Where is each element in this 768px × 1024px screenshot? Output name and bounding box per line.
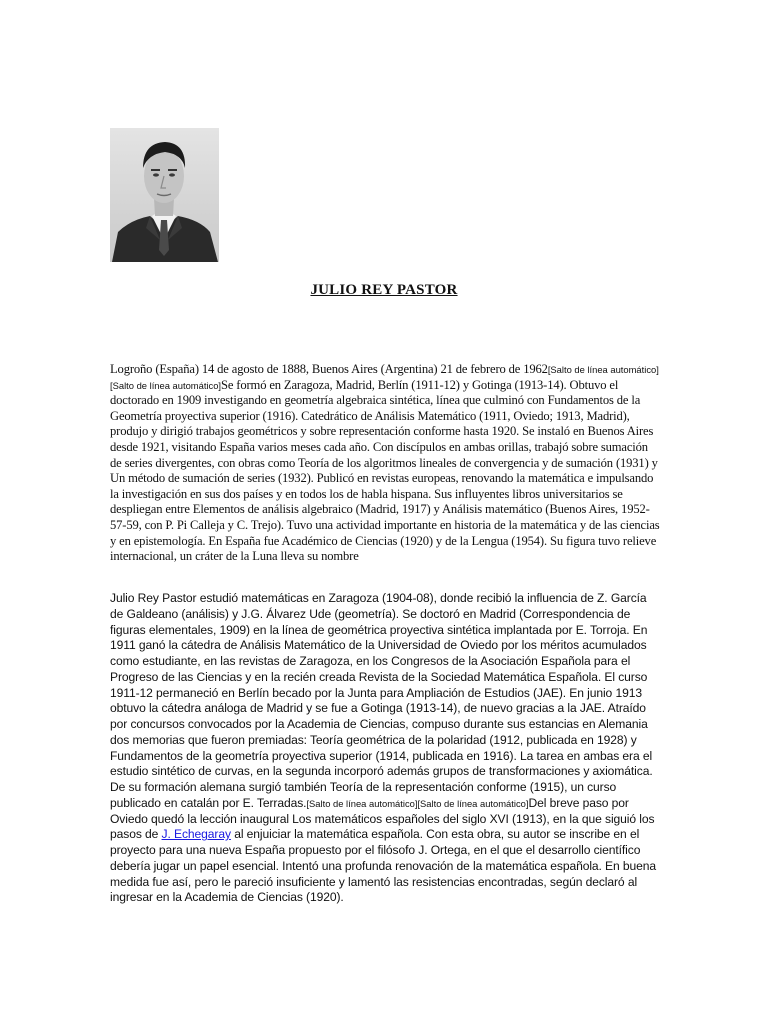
bio-detail-text-c: al enjuiciar la matemática española. Con esta obra, su autor se inscribe en el proyecto para una nueva España propuesto por el filósofo J. Ortega, en el que el desarrollo científico debería jugar un papel esencial. Intentó una profunda renovación de la matemática española. En buena medida fue así, pero le pareció insuficiente y lamentó las resistencias encontradas, según declaró al ingresar en la Academia de Ciencias (1920). (110, 827, 657, 905)
bio-summary-text-b: Se formó en Zaragoza, Madrid, Berlín (1911-12) y Gotinga (1913-14). Obtuvo el doctorado en 1909 investigando en geometría algebraica sintética, línea que culminó con Fundamentos de la Geometría proyectiva superior (1916). Catedrático de Análisis Matemático (1911, Oviedo; 1913, Madrid), produjo y dirigió trabajos geométricos y sobre representación conforme hasta 1920. Se instaló en Buenos Aires desde 1921, visitando España varios meses cada año. Con discípulos en ambas orillas, trabajó sobre sumación de series divergentes, con obras como Teoría de los algoritmos lineales de convergencia y de sumación (1931) y Un método de sumación de series (1932). Publicó en revistas europeas, renovando la matemática e impulsando la investigación en sus dos países y en todos los de habla hispana. Sus influyentes libros universitarios se despliegan entre Elementos de análisis algebraico (Madrid, 1917) y Análisis matemático (Buenos Aires, 1952-57-59, con P. Pi Calleja y C. Trejo). Tuvo una actividad importante en historia de la matemática y de las ciencias y en epistemología. En España fue Académico de Ciencias (1920) y de la Lengua (1954). Su figura tuvo relieve internacional, un cráter de la Luna lleva su nombre (110, 377, 660, 564)
bio-summary-paragraph (110, 362, 662, 565)
echegaray-link[interactable]: J. Echegaray (161, 827, 231, 842)
line-break-note: [Salto de línea automático] (547, 364, 659, 375)
portrait-icon (110, 128, 219, 262)
bio-detail-text-a: Julio Rey Pastor estudió matemáticas en Zaragoza (1904-08), donde recibió la influencia de Z. García de Galdeano (análisis) y J.G. Álvarez Ude (geometría). Se doctoró en Madrid (Correspondencia de figuras elementales, 1909) en la línea de geométrica proyectiva sintética implantada por E. Torroja. En 1911 ganó la cátedra de Análisis Matemático de la Universidad de Oviedo por los méritos acumulados como estudiante, en las revistas de Zaragoza, en los Congresos de la Asociación Española para el Progreso de las Ciencias y en la recién creada Revista de la Sociedad Matemática Española. El curso 1911-12 permaneció en Berlín becado por la Junta para Ampliación de Estudios (JAE). En junio 1913 obtuvo la cátedra análoga de Madrid y se fue a Gotinga (1913-14), de nuevo gracias a la JAE. Atraído por concursos convocados por la Academia de Ciencias, compuso durante sus estancias en Alemania dos memorias que fueron premiadas: Teoría geométrica de la polaridad (1912, publicada en 1928) y Fundamentos de la geometría proyectiva superior (1914, publicada en 1916). La tarea en ambas era el estudio sintético de curvas, en la segunda incorporó además grupos de transformaciones y axiomática. De su formación alemana surgió también Teoría de la representación conforme (1915), un curso publicado en catalán por E. Terradas. (110, 591, 653, 810)
line-break-note: [Salto de línea automático] (417, 797, 529, 809)
bio-detail-paragraph (110, 591, 662, 906)
line-break-note: [Salto de línea automático] (110, 379, 222, 391)
portrait-photo (110, 128, 219, 262)
page-title: JULIO REY PASTOR (310, 282, 458, 298)
bio-summary-text-a: Logroño (España) 14 de agosto de 1888, Buenos Aires (Argentina) 21 de febrero de 1962 (110, 362, 548, 376)
line-break-note: [Salto de línea automático] (306, 797, 418, 809)
bio-detail-text-b: Del breve paso por Oviedo quedó la lección inaugural Los matemáticos españoles del siglo XVI (1913), en la que siguió los pasos de (110, 795, 655, 842)
